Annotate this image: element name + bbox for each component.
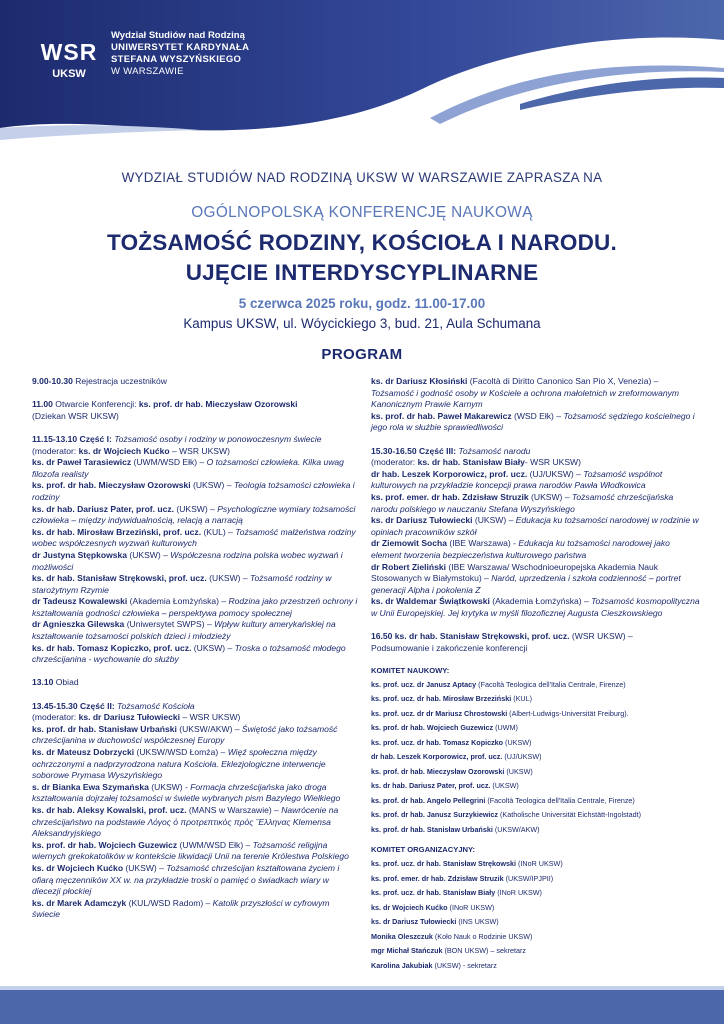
speaker-affiliation: (UJ/UKSW) – [527,468,584,479]
member-affiliation: (UKSW) [490,781,519,791]
member-name: ks. prof. emer. dr hab. Zdzisław Struzik [371,873,504,883]
member-name: ks. prof. dr hab. Stanisław Urbański [371,824,493,834]
member-name: ks. prof. dr hab. Angelo Pellegrini [371,795,486,805]
session-3-moderator-pre: (moderator: [371,457,418,468]
session-3-moderator-post: - WSR UKSW) [524,457,581,468]
member-name: ks. prof. dr hab. Wojciech Guzewicz [371,723,494,733]
session-2-block [32,701,358,921]
talk-item [371,596,701,619]
talk-title: Troska o tożsamość młodego chrześcijanina - wychowanie do służby [32,642,346,665]
talk-item [32,550,358,573]
member-name: ks. prof. ucz. dr hab. Tomasz Kopiczko [371,737,504,747]
member-name: ks. dr hab. Dariusz Pater, prof. ucz. [371,781,491,791]
member-affiliation: (INoR UKSW) [516,859,563,869]
session-2-moderator-post: – WSR UKSW) [180,712,241,723]
talk-item [32,573,358,596]
speaker-name: ks. prof. dr hab. Wojciech Guzewicz [32,839,178,850]
institution-line-4: W WARSZAWIE [111,66,184,77]
talk-item [32,480,358,503]
committee-member [371,959,701,974]
speaker-name: ks. dr Marek Adamczyk [32,897,127,908]
speaker-affiliation: (MANS w Warszawie) – [186,804,282,815]
committee-member [371,692,701,707]
committee-member [371,779,701,794]
wsr-logo [34,40,104,80]
session-2-title: Tożsamość Kościoła [114,700,195,711]
speaker-affiliation: (UKSW/AKW) – [176,723,242,734]
organizing-committee-list [371,857,701,973]
talk-item [371,411,701,434]
speaker-affiliation: (UKSW/WSD Łomża) – [134,747,228,757]
speaker-name: dr Justyna Stępkowska [32,549,128,560]
talk-item [371,469,701,492]
program-left-column [32,376,358,921]
speaker-name: dr Agnieszka Gilewska [32,619,125,630]
speaker-affiliation: (IBE Warszawa) - [446,538,519,549]
registration-text: Rejestracja uczestników [72,376,167,386]
speaker-name: ks. dr hab. Mirosław Brzeziński, prof. ucz. [32,526,202,537]
session-3-title: Tożsamość narodu [456,445,531,456]
registration-block [32,376,358,388]
conference-place: Kampus UKSW, ul. Wóycickiego 3, bud. 21, Aula Schumana [183,316,541,331]
session-1-moderator-pre: (moderator: [32,445,79,456]
lunch-block [32,677,358,689]
speaker-name: s. dr Bianka Ewa Szymańska [32,781,149,792]
opening-person: ks. prof. dr hab. Mieczysław Ozorowski [138,399,298,410]
session-3-talks [371,469,701,620]
talk-title: Tożsamość i godność osoby w Kościele a ochrona małoletnich w zreformowanym Kanonicznym Prawie Karnym [371,387,679,410]
speaker-name: ks. prof. dr hab. Mieczysław Ozorowski [32,480,191,491]
member-name: Karolina Jakubiak [371,960,433,970]
member-name: ks. prof. dr hab. Mieczysław Ozorowski [371,766,505,776]
speaker-name: dr Robert Zieliński [371,561,447,572]
opening-role: (Dziekan WSR UKSW) [32,410,119,421]
member-name: Monika Oleszczuk [371,931,433,941]
session-3-moderator: ks. dr hab. Stanisław Biały [417,457,525,468]
speaker-affiliation: (KUL) – [201,526,236,537]
member-name: ks. prof. ucz. dr hab. Stanisław Biały [371,888,496,898]
logo-sub-text: UKSW [52,68,86,80]
member-name: ks. prof. ucz. dr hab. Mirosław Brzeziński [371,694,512,704]
lunch-time: 13.10 [32,677,54,688]
member-affiliation: (UKSW/AKW) [492,824,540,834]
speaker-affiliation: (UKSW) – [528,491,572,502]
conference-date: 5 czerwca 2025 roku, godz. 11.00-17.00 [238,296,486,311]
member-affiliation: (BON UKSW) – sekretarz [442,946,526,956]
speaker-affiliation: (Akademia Łomżyńska) – [489,596,592,607]
speaker-affiliation: (UKSW) – [174,503,218,514]
opening-block [32,399,358,422]
talk-title: Tożsamość rodziny w starożytnym Rzymie [32,573,332,595]
talk-item [32,805,358,840]
talk-title: Edukacja ku tożsamości narodowej w rodzinie w opiniach pracowników szkół [371,515,699,537]
talk-item [32,596,358,619]
member-name: dr hab. Leszek Korporowicz, prof. ucz. [371,752,503,762]
talk-title: O tożsamości człowieka. Kilka uwag filozofa realisty [32,457,344,479]
member-name: ks. prof. dr hab. Janusz Surzykiewicz [371,810,499,820]
speaker-name: ks. prof. dr hab. Stanisław Urbański [32,723,177,734]
speaker-name: ks. dr Waldemar Świątkowski [371,596,490,607]
talk-item [32,840,358,863]
speaker-affiliation: (Akademia Łomżyńska) – [127,596,229,607]
conference-type: OGÓLNOPOLSKĄ KONFERENCJĘ NAUKOWĄ [191,204,533,221]
speaker-affiliation: (UKSW) – [206,573,251,584]
member-name: ks. dr Wojciech Kućko [371,902,448,912]
session-2-time: 13.45-15.30 Część II: [32,700,115,711]
speaker-name: ks. dr Dariusz Tułowiecki [371,515,473,526]
institution-line-2: UNIWERSYTET KARDYNAŁA [111,42,250,53]
member-affiliation: (UKSW) [504,766,533,776]
member-affiliation: (Katholische Universität Eichstätt-Ingolstadt) [498,810,642,820]
member-affiliation: (UJ/UKSW) [502,752,542,762]
member-name: ks. prof. ucz. dr hab. Stanisław Strękowski [371,859,516,869]
session-1-talks [32,457,358,666]
session-2-moderator-pre: (moderator: [32,712,79,723]
committee-member [371,901,701,916]
speaker-affiliation: (Uniwersytet SWPS) – [124,619,215,630]
talk-item [32,747,358,782]
committee-member [371,930,701,945]
session-1-moderator-post: – WSR UKSW) [169,445,230,456]
speaker-name: dr hab. Leszek Korporowicz, prof. ucz. [371,468,528,479]
speaker-name: ks. dr Wojciech Kućko [32,862,124,873]
session-1-block [32,434,358,666]
member-name: ks. prof. ucz. dr dr Mariusz Chrostowski [371,708,508,718]
speaker-affiliation: (UKSW) - [148,781,191,792]
scientific-committee-list [371,678,701,838]
committee-member [371,721,701,736]
closing-speaker: 16.50 ks. dr hab. Stanisław Strękowski, prof. ucz. [371,631,570,642]
talk-title: Formacja chrześcijańska jako droga kształtowania dojrzałej tożsamości w świetle wybranych pism Bazylego Wielkiego [32,781,341,804]
speaker-name: ks. dr hab. Dariusz Pater, prof. ucz. [32,503,175,514]
member-affiliation: (Albert-Ludwigs-Universität Freiburg). [507,708,629,718]
talk-title: Katolik przyszłości w cyfrowym świecie [32,897,330,920]
member-affiliation: (UKSW/IPJPII) [503,873,554,883]
talk-item [32,619,358,642]
speaker-affiliation: (Facoltà di Diritto Canonico San Pio X, Venezia) – [467,376,659,386]
talk-title: Tożsamość chrześcijan kształtowana życiem i ofiarą męczenników XX w. na przykładzie troski o pamięć o świadkach wiary w diecezji płockiej [32,862,340,897]
registration-time: 9.00-10.30 [32,376,73,386]
session-2-continued-talks [371,376,701,434]
committee-member [371,872,701,887]
logo-main-text: WSR [40,39,98,65]
session-1-moderator: ks. dr Wojciech Kućko [78,445,170,456]
talk-item [32,527,358,550]
talk-item [371,562,701,597]
member-name: ks. dr Dariusz Tułowiecki [371,917,457,927]
member-affiliation: (INoR UKSW) [495,888,542,898]
talk-item [371,492,701,515]
organizing-committee [371,845,701,973]
conference-title-line-1: TOŻSAMOŚĆ RODZINY, KOŚCIOŁA I NARODU. [107,230,617,255]
committee-member [371,886,701,901]
speaker-name: ks. dr Dariusz Kłosiński [371,376,468,386]
speaker-affiliation: (UWM/WSD Ełk) – [177,839,253,850]
committee-member [371,944,701,959]
speaker-affiliation: (UKSW) – [123,862,167,873]
member-affiliation: (UKSW) [503,737,532,747]
talk-title: Naród, uprzedzenia i szkoła codzienność – portret generacji Alpha i pokolenia Z [371,573,681,595]
talk-item [32,782,358,805]
organizing-committee-title: KOMITET ORGANIZACYJNY: [371,845,476,855]
speaker-affiliation: (IBE Warszawa/ Wschodnioeuropejska Akademia Nauk Stosowanych w Białymstoku) – [371,561,659,584]
session-1-time: 11.15-13.10 Część I: [32,433,112,444]
closing-text: Podsumowanie i zakończenie konferencji [371,642,528,653]
speaker-affiliation: (UKSW) – [472,515,516,526]
talk-title: Tożsamość wspólnot kulturowych na przykładzie koncepcji prawa narodów Pawła Włodkowica [371,468,663,491]
speaker-name: ks. dr hab. Tomasz Kopiczko, prof. ucz. [32,642,192,653]
talk-item [32,898,358,921]
talk-item [32,863,358,898]
talk-item [32,504,358,527]
speaker-name: ks. prof. emer. dr hab. Zdzisław Struzik [371,491,529,502]
talk-item [32,457,358,480]
speaker-affiliation: (UKSW) – [127,549,171,560]
footer-band [0,990,724,1024]
talk-item [32,724,358,747]
talk-title: Nawrócenie na chrześcijaństwo na podstawie Λόγος ὁ προτρεπτικὸς πρὸς Ἕλληνας Klemensa Aleksandryjskiego [32,804,339,839]
program-right-column [371,376,701,973]
talk-item [371,515,701,538]
program-heading: PROGRAM [321,346,403,363]
speaker-name: ks. dr hab. Aleksy Kowalski, prof. ucz. [32,804,187,815]
talk-title: Edukacja ku tożsamości narodowej jako element tworzenia bezpieczeństwa kulturowego państwa [371,538,670,560]
member-affiliation: (Koło Nauk o Rodzinie UKSW) [432,931,533,941]
session-2-moderator: ks. dr Dariusz Tułowiecki [78,712,181,723]
talk-title: Tożsamość chrześcijańska narodu polskiego w nauczaniu Stefana Wyszyńskiego [371,491,674,514]
committee-member [371,736,701,751]
member-affiliation: (INoR UKSW) [447,902,495,912]
committee-member [371,750,701,765]
talk-item [32,643,358,666]
committee-member [371,857,701,872]
speaker-affiliation: (UKSW) – [190,480,234,491]
speaker-name: dr Tadeusz Kowalewski [32,596,128,607]
talk-item [371,538,701,561]
member-name: mgr Michał Stańczuk [371,946,443,956]
closing-block [371,631,701,654]
closing-affiliation: (WSR UKSW) – [569,631,633,642]
speaker-name: ks. dr Mateusz Dobrzycki [32,747,135,757]
invitation-text: WYDZIAŁ STUDIÓW NAD RODZINĄ UKSW W WARSZAWIE ZAPRASZA NA [121,170,603,185]
committee-member [371,678,701,693]
committee-member [371,823,701,838]
session-3-block [371,446,701,620]
talk-title: Tożsamość sędziego kościelnego i jego rola w służbie sprawiedliwości [371,410,695,433]
talk-title: Współczesna rodzina polska wobec wyzwań i możliwości [32,549,343,572]
conference-title [0,228,724,288]
talk-title: Rodzina jako przestrzeń ochrony i kształtowania godności człowieka – perspektywa pomocy społecznej [32,596,358,618]
session-3-time: 15.30-16.50 Część III: [371,445,457,456]
scientific-committee [371,666,701,838]
lunch-text: Obiad [53,677,79,688]
committee-member [371,794,701,809]
talk-item [371,376,701,411]
session-2-talks [32,724,358,921]
member-affiliation: (INS UKSW) [456,917,499,927]
session-1-title: Tożsamość osoby i rodziny w ponowoczesnym świecie [111,433,322,444]
talk-title: Tożsamość religijna wiernych grekokatolików w kontekście likwidacji Unii na terenie Królestwa Polskiego [32,839,349,862]
talk-title: Świętość jako tożsamość chrześcijanina w duchowości współczesnej Europy [32,723,338,746]
member-affiliation: (KUL) [511,694,532,704]
header-wave-graphic [0,0,724,150]
talk-title: Psychologiczne wymiary tożsamości człowieka – między indywidualnością, relacją a narracją [32,503,356,526]
talk-title: Teologia tożsamości człowieka i rodziny [32,480,355,502]
speaker-name: ks. dr hab. Stanisław Strękowski, prof. ucz. [32,573,207,584]
committee-member [371,707,701,722]
speaker-affiliation: (UWM/WSD Ełk) – [131,457,207,468]
opening-time: 11.00 [32,399,53,410]
institution-name [111,30,249,78]
speaker-name: ks. dr Paweł Tarasiewicz [32,457,132,468]
talk-title: Wpływ kultury amerykańskiej na kształtowanie tożsamości polskich dzieci i młodzieży [32,619,336,642]
member-affiliation: (UKSW) - sekretarz [432,960,497,970]
member-affiliation: (Facoltà Teologica dell'Italia Centrale, Firenze) [485,795,635,805]
talk-title: Więź społeczna między ochrzczonymi a nadprzyrodzona natura Kościoła. Eklezjologiczne interwencje soborowe Prymasa Wyszyńskiego [32,747,326,781]
committee-member [371,808,701,823]
conference-title-line-2: UJĘCIE INTERDYSCYPLINARNE [185,260,539,285]
member-affiliation: (UWM) [493,723,518,733]
institution-line-3: STEFANA WYSZYŃSKIEGO [111,54,242,65]
committee-member [371,765,701,780]
talk-title: Tożsamość małżeństwa rodziny wobec współczesnych wyzwań kulturowych [32,526,356,549]
speaker-affiliation: (WSD Ełk) – [511,410,564,421]
speaker-name: dr Ziemowit Socha [371,538,447,549]
speaker-name: ks. prof. dr hab. Paweł Makarewicz [371,410,512,421]
scientific-committee-title: KOMITET NAUKOWY: [371,665,450,675]
committee-member [371,915,701,930]
opening-text: Otwarcie Konferencji: [52,399,139,410]
speaker-affiliation: (UKSW) – [191,642,235,653]
institution-line-1: Wydział Studiów nad Rodziną [111,30,245,41]
member-name: ks. prof. ucz. dr Janusz Aptacy [371,679,477,689]
member-affiliation: (Facoltà Teologica dell'Italia Centrale, Firenze) [476,679,626,689]
talk-title: Tożsamość kosmopolityczna w Unii Europejskiej. Jej krytyka w myśli filozoficznej Augusta Cieszkowskiego [371,596,700,618]
speaker-affiliation: (KUL/WSD Radom) – [126,897,213,908]
